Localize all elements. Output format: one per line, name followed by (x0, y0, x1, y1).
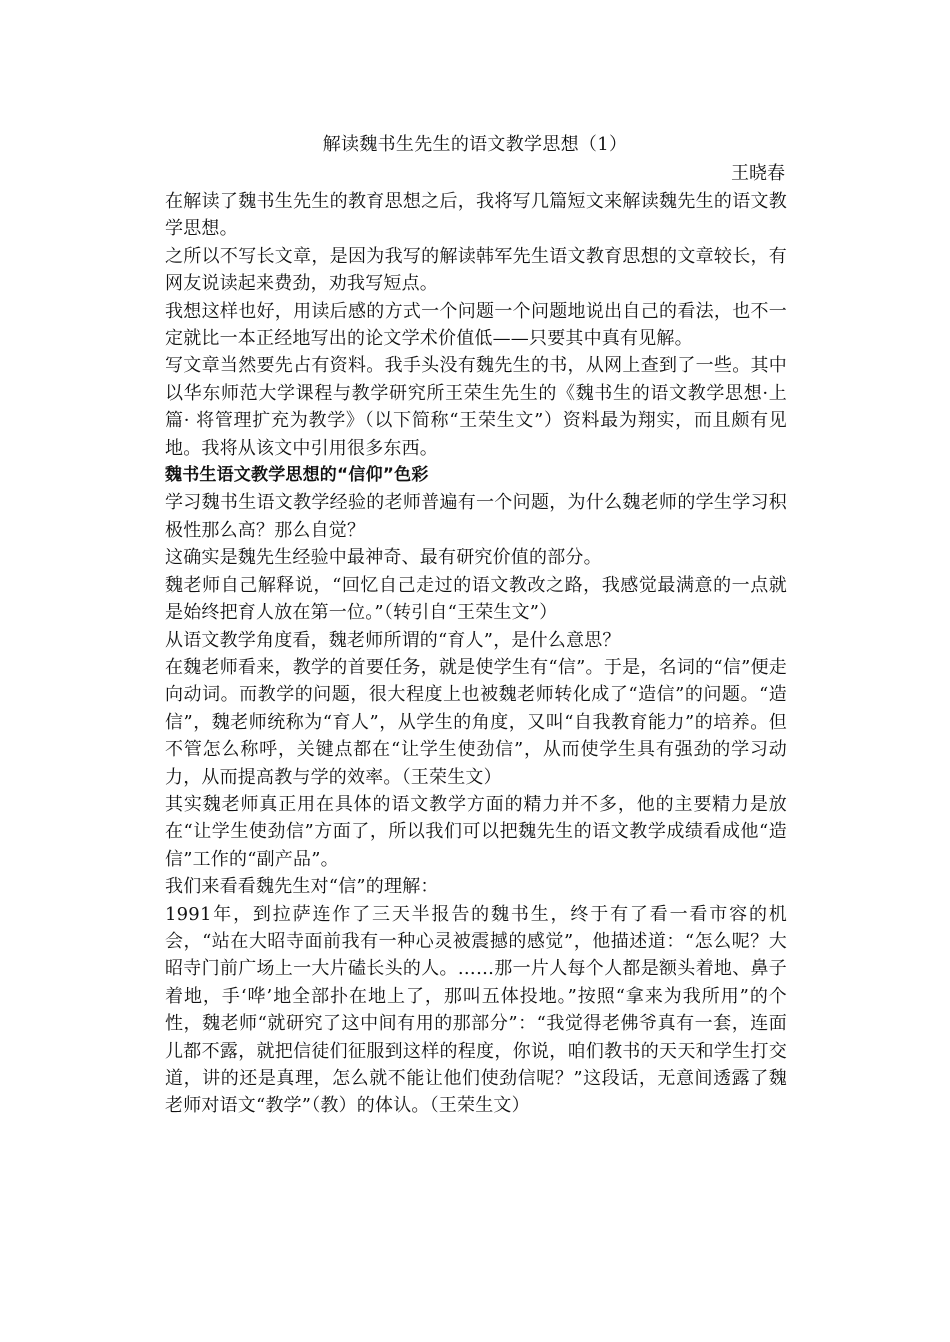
document-body (165, 188, 787, 1120)
paragraph: 1991年，到拉萨连作了三天半报告的魏书生，终于有了看一看市容的机会，“站在大昭寺面前我有一种心灵被震撼的感觉”，他描述道：“怎么呢？大昭寺门前广场上一大片磕长头的人。……那一片人每个人都是额头着地、鼻子着地，手‘哗’地全部扑在地上了，那叫五体投地。”按照“拿来为我所用”的个性，魏老师“就研究了这中间有用的那部分”：“我觉得老佛爷真有一套，连面儿都不露，就把信徒们征服到这样的程度，你说，咱们教书的天天和学生打交道，讲的还是真理，怎么就不能让他们使劲信呢？”这段话，无意间透露了魏老师对语文“教学”（教）的体认。（王荣生文） (165, 903, 787, 1117)
paragraph: 我们来看看魏先生对“信”的理解： (165, 876, 439, 898)
author-name: 王晓春 (731, 163, 785, 184)
paragraph: 其实魏老师真正用在具体的语文教学方面的精力并不多，他的主要精力是放在“让学生使劲信”方面了，所以我们可以把魏先生的语文教学成绩看成他“造信”工作的“副产品”。 (165, 793, 787, 870)
paragraph: 在解读了魏书生先生的教育思想之后，我将写几篇短文来解读魏先生的语文教学思想。 (165, 191, 787, 240)
paragraph: 在魏老师看来，教学的首要任务，就是使学生有“信”。于是，名词的“信”便走向动词。而教学的问题，很大程度上也被魏老师转化成了“造信”的问题。“造信”，魏老师统称为“育人”，从学生的角度，又叫“自我教育能力”的培养。但不管怎么称呼，关键点都在“让学生使劲信”，从而使学生具有强劲的学习动力，从而提高教与学的效率。（王荣生文） (165, 656, 787, 788)
paragraph: 我想这样也好，用读后感的方式一个问题一个问题地说出自己的看法，也不一定就比一本正经地写出的论文学术价值低——只要其中真有见解。 (165, 300, 787, 350)
document-title: 解读魏书生先生的语文教学思想（1） (322, 134, 628, 155)
paragraph: 从语文教学角度看，魏老师所谓的“育人”，是什么意思？ (165, 629, 621, 651)
section-heading: 魏书生语文教学思想的“信仰”色彩 (165, 465, 429, 486)
paragraph: 之所以不写长文章，是因为我写的解读韩军先生语文教育思想的文章较长，有网友说读起来费劲，劝我写短点。 (165, 245, 787, 295)
paragraph: 魏老师自己解释说，“回忆自己走过的语文教改之路，我感觉最满意的一点就是始终把育人放在第一位。”（转引自“王荣生文”） (165, 574, 787, 624)
paragraph: 学习魏书生语文教学经验的老师普遍有一个问题，为什么魏老师的学生学习积极性那么高？那么自觉？ (165, 492, 787, 541)
paragraph: 这确实是魏先生经验中最神奇、最有研究价值的部分。 (165, 547, 602, 569)
paragraph: 写文章当然要先占有资料。我手头没有魏先生的书，从网上查到了一些。其中以华东师范大学课程与教学研究所王荣生先生的《魏书生的语文教学思想·上篇· 将管理扩充为教学》（以下简称“王荣生文”）资料最为翔实，而且颇有见地。我将从该文中引用很多东西。 (165, 355, 787, 459)
